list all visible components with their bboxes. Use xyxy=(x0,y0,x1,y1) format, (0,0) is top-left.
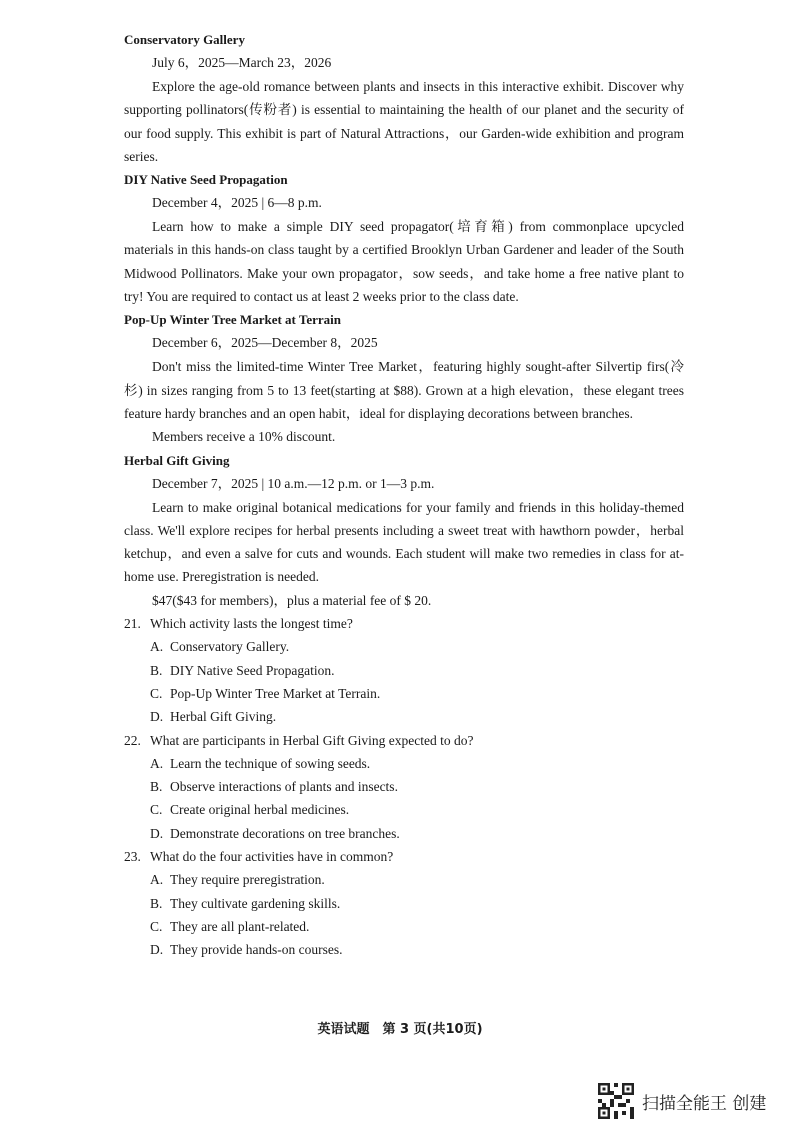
scanner-label: 扫描全能王 创建 xyxy=(642,1093,767,1114)
answer-option xyxy=(124,938,684,961)
answer-option xyxy=(124,798,684,821)
answer-option xyxy=(124,635,684,658)
option-letter: C. xyxy=(150,685,163,701)
answer-option xyxy=(124,775,684,798)
question-stem xyxy=(124,729,684,752)
exam-page xyxy=(124,28,684,962)
scanner-watermark xyxy=(598,1083,766,1119)
answer-option xyxy=(124,659,684,682)
question-number: 22. xyxy=(124,732,141,748)
question xyxy=(124,729,684,845)
option-letter: A. xyxy=(150,755,164,771)
page-footer: 英语试题 第 3 页(共10页) xyxy=(317,1022,483,1037)
event-title: Conservatory Gallery xyxy=(124,32,245,47)
event-title: Pop-Up Winter Tree Market at Terrain xyxy=(124,312,342,328)
answer-option xyxy=(124,868,684,891)
option-text: Pop-Up Winter Tree Market at Terrain. xyxy=(170,685,381,701)
event-section xyxy=(124,28,684,168)
event-date: December 6，2025—December 8，2025 xyxy=(152,335,378,351)
option-text: Demonstrate decorations on tree branches. xyxy=(170,825,400,841)
question-stem xyxy=(124,845,684,868)
option-letter: D. xyxy=(150,825,164,841)
option-text: Create original herbal medicines. xyxy=(170,802,350,818)
question-text: Which activity lasts the longest time? xyxy=(150,616,353,632)
option-letter: B. xyxy=(150,662,163,678)
question-stem xyxy=(124,612,684,635)
event-description: Explore the age-old romance between plants and insects in this interactive exhibit. Discover why supporting pollinators(传粉者) is essential to maintaining the health of our planet and the security of our food supply. This exhibit is part of Natural Attractions，our Garden-wide exhibition and program series. xyxy=(124,79,684,164)
event-note: $47($43 for members)，plus a material fee of $ 20. xyxy=(152,592,432,608)
event-section xyxy=(124,308,684,448)
option-text: Learn the technique of sowing seeds. xyxy=(170,755,371,771)
option-text: They cultivate gardening skills. xyxy=(170,895,341,911)
option-letter: D. xyxy=(150,942,164,958)
answer-option xyxy=(124,822,684,845)
event-date: December 4，2025 | 6—8 p.m. xyxy=(152,195,322,211)
event-title: DIY Native Seed Propagation xyxy=(124,172,288,188)
event-section xyxy=(124,168,684,308)
option-letter: A. xyxy=(150,872,164,888)
reading-passage xyxy=(124,28,684,612)
question-number: 21. xyxy=(124,616,141,632)
question-number: 23. xyxy=(124,849,141,865)
question xyxy=(124,612,684,728)
event-date: July 6，2025—March 23，2026 xyxy=(152,55,332,70)
option-text: They provide hands-on courses. xyxy=(170,942,343,958)
option-text: They are all plant-related. xyxy=(170,918,310,934)
answer-option xyxy=(124,705,684,728)
answer-option xyxy=(124,752,684,775)
question xyxy=(124,845,684,961)
option-text: DIY Native Seed Propagation. xyxy=(170,662,335,678)
event-date: December 7，2025 | 10 a.m.—12 p.m. or 1—3 p.m. xyxy=(152,475,435,491)
answer-option xyxy=(124,892,684,915)
event-title: Herbal Gift Giving xyxy=(124,452,230,468)
question-text: What are participants in Herbal Gift Giving expected to do? xyxy=(150,732,474,748)
event-description: Learn to make original botanical medications for your family and friends in this holiday-themed class. We'll explore recipes for herbal presents including a sweet treat with hawthorn powder，herbal ketchup，and even a salve for cuts and wounds. Each student will make two remedies in class for at-home use. Preregistration is needed. xyxy=(124,499,684,585)
answer-option xyxy=(124,915,684,938)
qr-code-icon xyxy=(598,1083,634,1119)
option-text: Observe interactions of plants and insects. xyxy=(170,779,398,795)
question-list xyxy=(124,612,684,961)
event-section xyxy=(124,449,684,612)
event-description: Don't miss the limited-time Winter Tree Market，featuring highly sought-after Silvertip firs(冷杉) in sizes ranging from 5 to 13 feet(starting at $88). Grown at a high elevation，these elegant trees feature hardy branches and an open habit，ideal for displaying decorations between branches. xyxy=(124,359,684,421)
option-text: Herbal Gift Giving. xyxy=(170,709,277,725)
question-text: What do the four activities have in common? xyxy=(150,849,394,865)
option-letter: B. xyxy=(150,895,163,911)
option-letter: C. xyxy=(150,918,163,934)
option-letter: D. xyxy=(150,709,164,725)
option-text: Conservatory Gallery. xyxy=(170,639,290,655)
option-letter: A. xyxy=(150,639,164,655)
answer-option xyxy=(124,682,684,705)
event-description: Learn how to make a simple DIY seed propagator(培育箱) from commonplace upcycled materials in this hands-on class taught by a certified Brooklyn Urban Gardener and leader of the South Midwood Pollinators. Make your own propagator，sow seeds，and take home a free native plant to try! You are required to contact us at least 2 weeks prior to the class date. xyxy=(124,219,684,305)
option-text: They require preregistration. xyxy=(170,872,325,888)
option-letter: C. xyxy=(150,802,163,818)
event-note: Members receive a 10% discount. xyxy=(152,429,336,445)
option-letter: B. xyxy=(150,779,163,795)
